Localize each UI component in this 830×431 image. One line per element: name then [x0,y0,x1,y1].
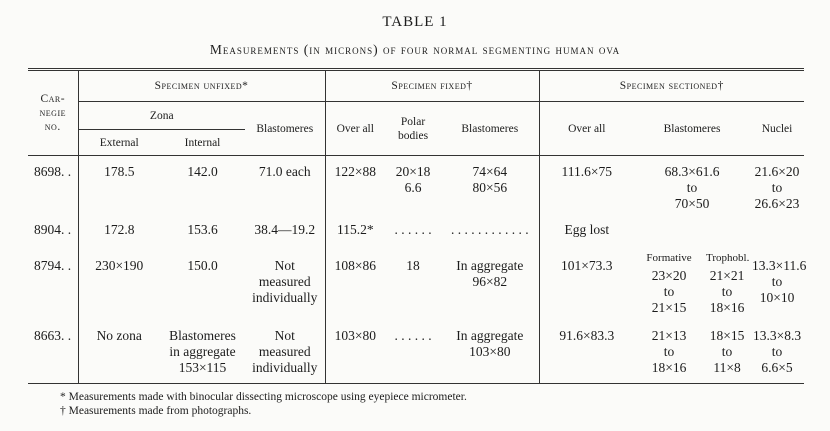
zona-external: 230×190 [78,250,160,320]
specimen-fixed-header: Specimen fixed† [325,70,539,102]
blastomeres-formative: 21×13 to 18×16 [651,327,687,375]
blastomeres-sectioned [634,214,750,250]
table-title: TABLE 1 [382,14,448,30]
zona-internal: 142.0 [187,164,218,179]
zona-header: Zona [78,102,245,130]
over-all-sectioned: Egg lost [539,214,634,250]
blastomeres-unfixed-header: Blastomeres [256,122,314,135]
nuclei-header: Nuclei [761,122,793,135]
blastomeres-fixed: In aggregate 96×82 [456,257,524,289]
blastomeres-trophoblast: Trophobl. 21×21 to 18×16 [706,251,750,315]
polar-bodies: 20×18 6.6 [395,164,431,195]
blastomeres-unfixed: 71.0 each [258,164,311,179]
zona-external: No zona [78,320,160,384]
zona-internal: 153.6 [187,221,218,237]
blastomeres-unfixed: Not measured individually [252,257,318,305]
over-all-fixed-header: Over all [325,102,385,156]
blastomeres-sectioned: 68.3×61.6 to 70×50 [664,164,720,211]
trophoblast-label: Trophobl. [706,251,750,264]
blastomeres-unfixed: 38.4—19.2 [254,221,316,237]
zona-external: 178.5 [78,156,160,214]
table-subtitle: Measurements (in microns) of four normal segmenting human ova [209,42,621,57]
zona-internal: Blastomeres in aggregate 153×115 [169,327,236,375]
polar-bodies: . . . . . . [394,327,432,343]
blastomeres-fixed-header: Blastomeres [461,122,519,135]
blastomeres-unfixed: Not measured individually [252,327,318,375]
zona-internal: 150.0 [187,257,218,273]
formative-label: Formative [646,251,692,264]
over-all-fixed: 115.2* [325,214,385,250]
over-all-fixed: 122×88 [325,156,385,214]
over-all-fixed: 108×86 [325,250,385,320]
blastomeres-fixed: 74×64 80×56 [472,164,508,195]
nuclei: 13.3×11.6 to 10×10 [752,257,807,305]
table-row [28,250,804,320]
polar-bodies: . . . . . . [394,221,432,237]
over-all-sectioned: 101×73.3 [539,250,634,320]
footnote-photographs: † Measurements made from photographs. [60,405,252,417]
blastomeres-formative: Formative 23×20 to 21×15 [634,250,704,320]
carnegie-no: 8698. . [34,164,72,179]
table-row [28,156,804,214]
specimen-unfixed-header: Specimen unfixed* [78,70,325,102]
footnotes [60,390,467,418]
footnote-binocular: * Measurements made with binocular dissecting microscope using eyepiece micrometer. [60,391,467,403]
measurements-table [28,68,807,384]
specimen-sectioned-header: Specimen sectioned† [539,70,804,102]
zona-internal-header: Internal [184,136,221,149]
nuclei: 21.6×20 to 26.6×23 [754,164,800,211]
carnegie-no-header: Car- negie no. [39,93,66,133]
blastomeres-fixed: In aggregate 103×80 [456,327,524,359]
blastomeres-fixed: . . . . . . . . . . . . [450,221,529,237]
carnegie-no: 8904. . [34,221,72,237]
blastomeres-sectioned-header: Blastomeres [663,122,721,135]
nuclei: 13.3×8.3 to 6.6×5 [752,327,802,375]
carnegie-no: 8663. . [34,327,72,343]
over-all-sectioned: 91.6×83.3 [539,320,634,384]
zona-external-header: External [78,130,160,156]
polar-bodies: 18 [406,257,420,273]
blastomeres-trophoblast: 18×15 to 11×8 [709,327,745,375]
table-row [28,214,804,250]
polar-bodies-header: Polar bodies [398,115,429,142]
over-all-fixed: 103×80 [325,320,385,384]
over-all-sectioned-header: Over all [539,102,634,156]
over-all-sectioned: 111.6×75 [539,156,634,214]
carnegie-no: 8794. . [34,257,72,273]
table-row [28,320,804,384]
nuclei [750,214,804,250]
zona-external: 172.8 [78,214,160,250]
